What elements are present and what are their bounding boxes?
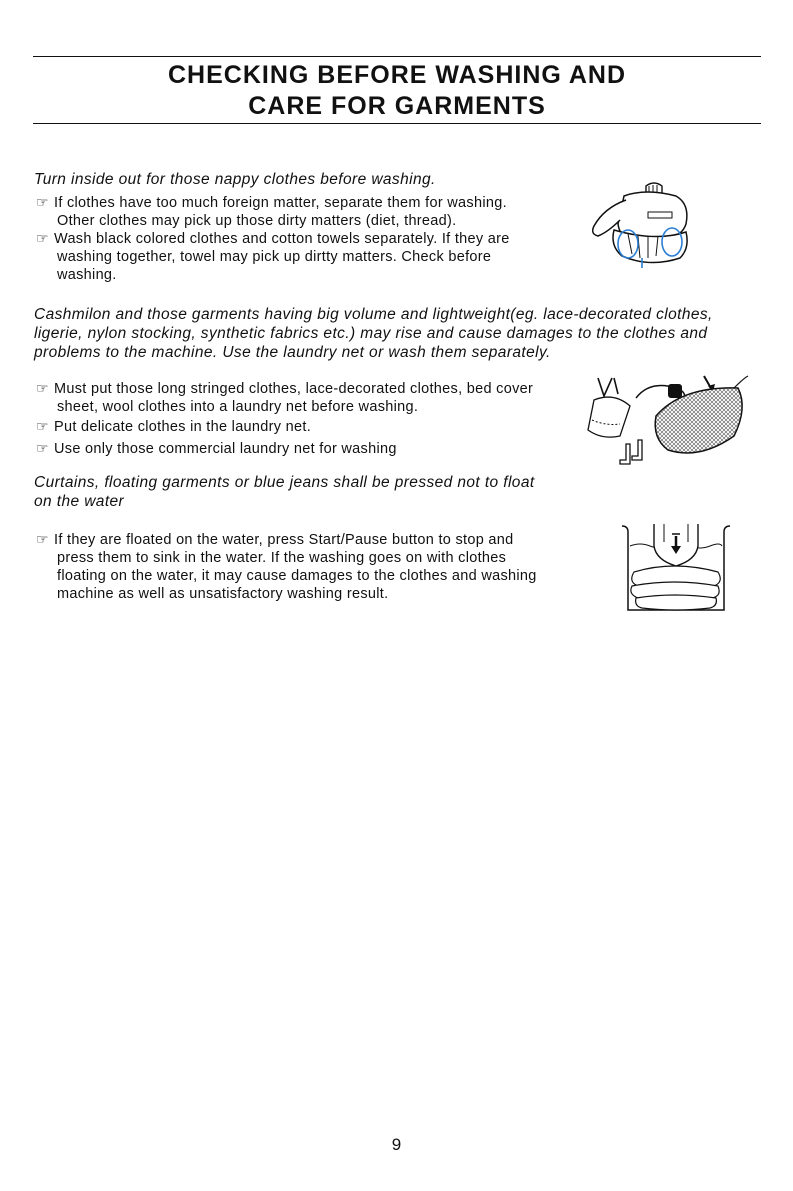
- section-3-heading: Curtains, floating garments or blue jeans shall be pressed not to float on the water: [34, 474, 535, 510]
- section-1-heading: Turn inside out for those nappy clothes before washing.: [34, 171, 436, 188]
- pressing-clothes-in-tub-illustration: [618, 522, 734, 614]
- title-line-1: CHECKING BEFORE WASHING AND: [167, 61, 627, 89]
- section-2-item-2: ☞ Put delicate clothes in the laundry net.: [36, 418, 312, 435]
- pointing-hand-icon: ☞: [36, 531, 49, 547]
- section-2-item-3: ☞ Use only those commercial laundry net for washing: [36, 440, 397, 457]
- pointing-hand-icon: ☞: [36, 230, 49, 246]
- section-1-item-2: ☞ Wash black colored clothes and cotton towels separately. If they are washing together, towel may pick up dirtty matters. Check before washing.: [36, 230, 510, 283]
- pointing-hand-icon: ☞: [36, 440, 49, 456]
- laundry-net-illustration: [584, 370, 756, 470]
- page-title: [33, 60, 761, 122]
- section-1-item-1: ☞ If clothes have too much foreign matter, separate them for washing. Other clothes may pick up those dirty matters (diet, thread).: [36, 194, 507, 229]
- pointing-hand-icon: ☞: [36, 418, 49, 434]
- pointing-hand-icon: ☞: [36, 194, 49, 210]
- section-2-heading: Cashmilon and those garments having big volume and lightweight(eg. lace-decorated clothes, ligerie, nylon stocking, synthetic fabrics etc.) may rise and cause damages to the clothes and problems to the machine. Use the laundry net or wash them separately.: [34, 306, 713, 361]
- page-number: 9: [391, 1135, 402, 1154]
- top-rule: [33, 56, 761, 57]
- pointing-hand-icon: ☞: [36, 380, 49, 396]
- title-line-2: CARE FOR GARMENTS: [248, 92, 546, 120]
- section-2-item-1: ☞ Must put those long stringed clothes, lace-decorated clothes, bed cover sheet, wool clothes into a laundry net before washing.: [36, 380, 534, 415]
- title-bottom-rule: [33, 123, 761, 124]
- section-3-item-1: ☞ If they are floated on the water, press Start/Pause button to stop and press them to sink in the water. If the washing goes on with clothes floating on the water, it may cause damages to the clothes and washing machine as well as unsatisfactory washing result.: [36, 531, 537, 602]
- inside-out-sweater-illustration: [584, 178, 694, 270]
